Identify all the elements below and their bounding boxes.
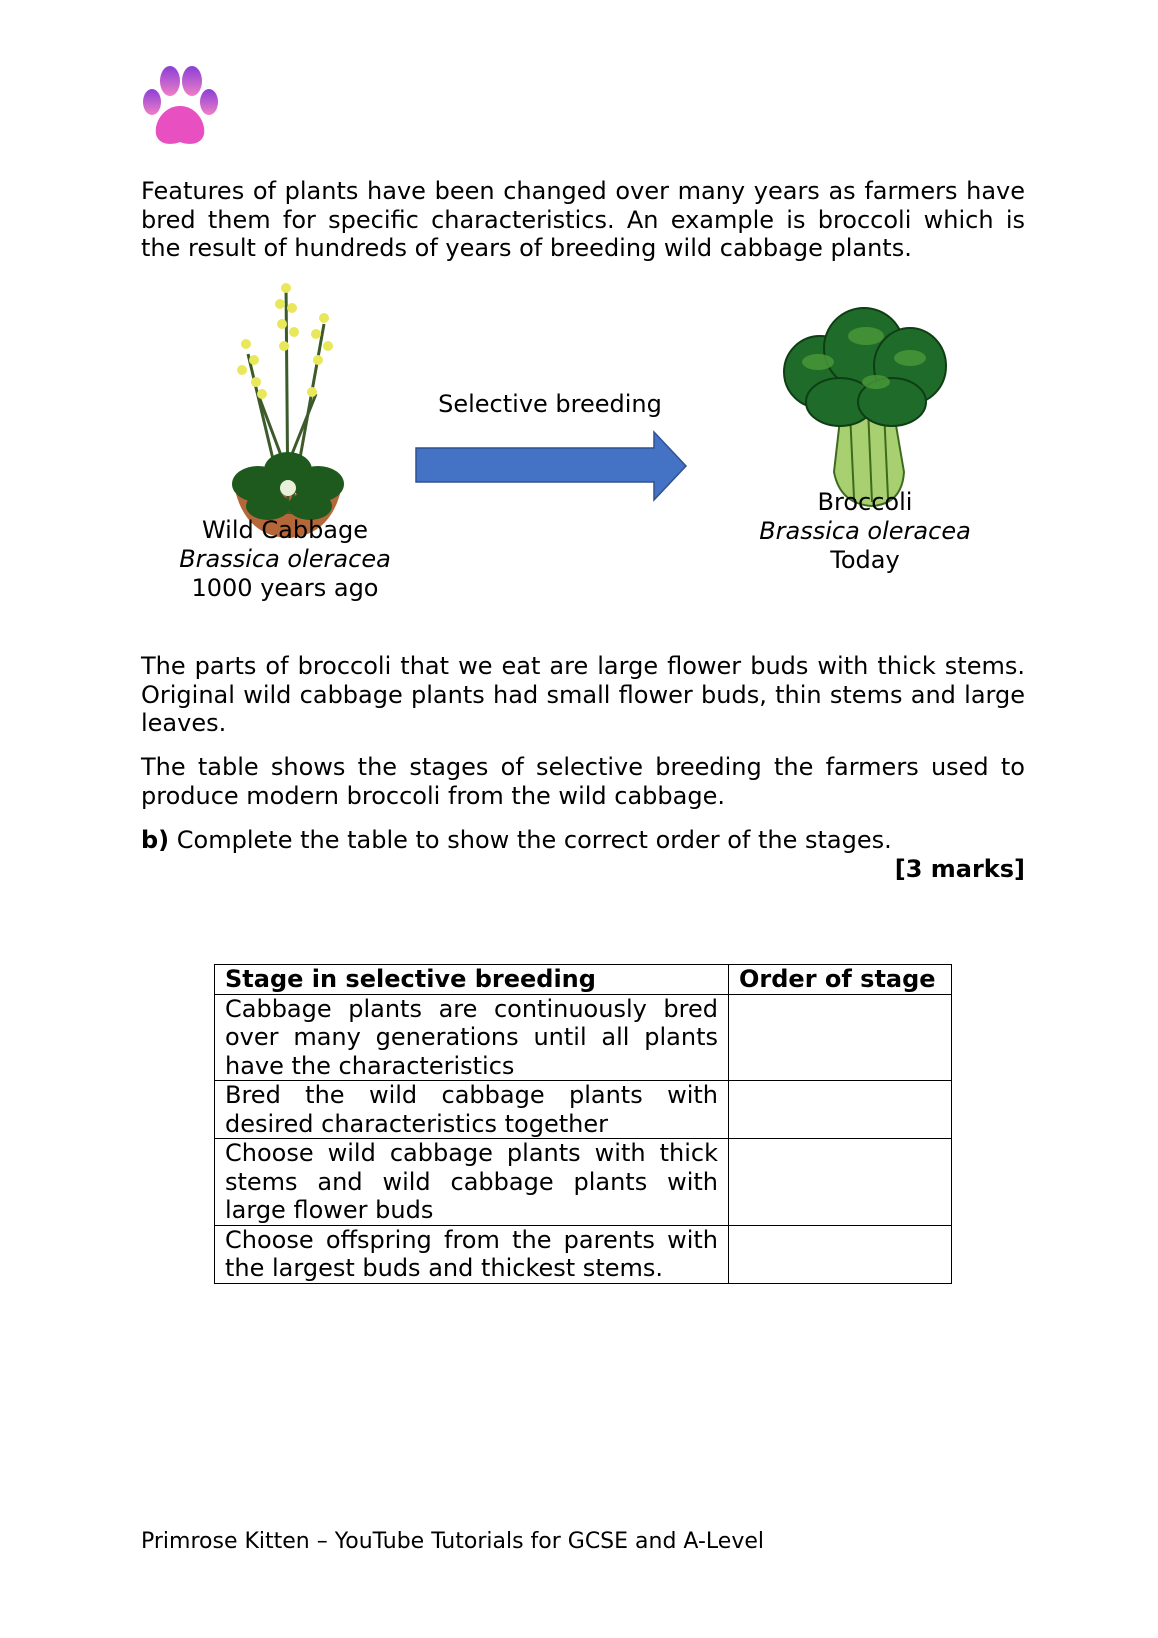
stage-cell: Cabbage plants are continuously bred over many generations until all plants have the characteristics [215,994,729,1081]
table-row [215,1139,952,1226]
table-row [215,1225,952,1283]
broccoli-time: Today [830,546,900,574]
question-b [141,826,1025,855]
arrow-label: Selective breeding [438,390,662,418]
stage-cell: Bred the wild cabbage plants with desired characteristics together [215,1081,729,1139]
footer: Primrose Kitten – YouTube Tutorials for GCSE and A-Level [141,1529,764,1554]
header-order: Order of stage [729,965,952,995]
intro-paragraph: Features of plants have been changed over many years as farmers have bred them for specific characteristics. An example is broccoli which is the result of hundreds of years of breeding wild cabbage plants. [141,177,1025,262]
broccoli-species: Brassica oleracea [759,517,971,545]
broccoli-caption [720,488,1010,575]
table-header-row [215,965,952,995]
header-stage: Stage in selective breeding [215,965,729,995]
paw-print-logo [140,64,220,148]
order-cell[interactable] [729,1225,952,1283]
broccoli-image [780,302,950,508]
question-label: b) [141,826,170,854]
question-text: Complete the table to show the correct order of the stages. [176,826,892,854]
table-row [215,1081,952,1139]
selective-breeding-arrow [414,430,688,502]
marks-label: [3 marks] [894,855,1025,883]
wild-cabbage-caption [140,516,430,603]
stages-table [214,964,952,1284]
wild-cabbage-name: Wild Cabbage [201,516,369,544]
stage-cell: Choose offspring from the parents with the largest buds and thickest stems. [215,1225,729,1283]
stage-cell: Choose wild cabbage plants with thick stems and wild cabbage plants with large flower buds [215,1139,729,1226]
order-cell[interactable] [729,1139,952,1226]
broccoli-name: Broccoli [817,488,913,516]
order-cell[interactable] [729,994,952,1081]
wild-cabbage-species: Brassica oleracea [179,545,391,573]
table-row [215,994,952,1081]
order-cell[interactable] [729,1081,952,1139]
wild-cabbage-time: 1000 years ago [191,574,379,602]
paragraph-broccoli-parts: The parts of broccoli that we eat are large flower buds with thick stems. Original wild cabbage plants had small flower buds, thin stems and large leaves. [141,652,1025,737]
paragraph-table-intro: The table shows the stages of selective breeding the farmers used to produce modern broccoli from the wild cabbage. [141,753,1025,810]
wild-cabbage-image [228,274,348,542]
